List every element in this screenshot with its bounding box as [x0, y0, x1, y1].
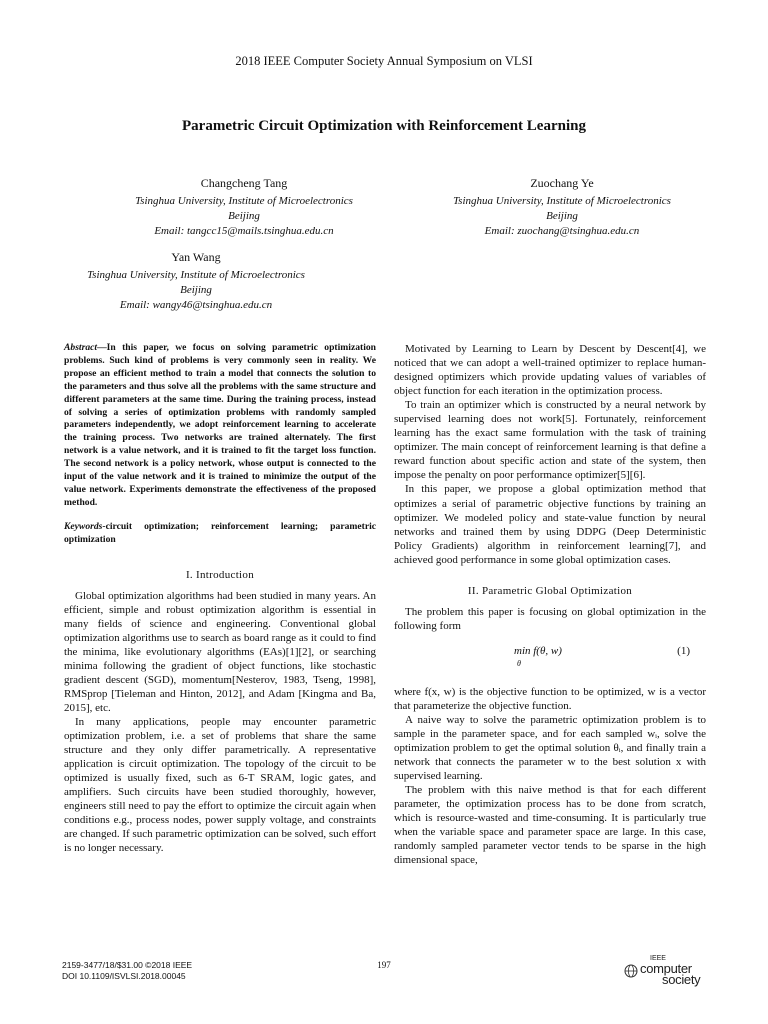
section-heading-parametric-global-optimization: II. Parametric Global Optimization — [467, 584, 633, 597]
keywords-text: -circuit optimization; reinforcement learning; parametric optimization — [64, 520, 376, 545]
author-city: Beijing — [180, 284, 212, 296]
author-email: Email: wangy46@tsinghua.edu.cn — [119, 299, 273, 311]
author-city: Beijing — [546, 210, 578, 222]
equation-subscript: θ — [517, 658, 521, 668]
keywords-label: Keywords — [64, 520, 103, 532]
ieee-computer-society-logo — [622, 955, 712, 985]
paragraph: The problem this paper is focusing on global optimization in the following form — [394, 605, 706, 632]
author-name: Changcheng Tang — [200, 176, 288, 190]
right-column — [394, 342, 706, 867]
author-city: Beijing — [228, 210, 260, 222]
author-affiliation: Tsinghua University, Institute of Microelectronics — [87, 269, 305, 281]
globe-icon — [624, 964, 638, 978]
author-block-2 — [422, 176, 702, 239]
author-block-1 — [114, 176, 374, 239]
left-column — [64, 342, 376, 855]
abstract — [64, 342, 376, 510]
paragraph: To train an optimizer which is constructed by a neural network by supervised learning does not work[5]. Fortunately, reinforcement learning has the exact same formulation with the task of training optimizer. The main concept of reinforcement learning is that define a reward function about specific action and state of the system, then impose the penalty on poor performance optimizer[5][6]. — [394, 399, 706, 482]
paragraph: where f(x, w) is the objective function to be optimized, w is a vector that parameterize the objective function. — [394, 685, 706, 712]
author-name: Yan Wang — [171, 250, 221, 264]
paragraph: The problem with this naive method is that for each different parameter, the optimization process has to be done from scratch, which is resource-wasted and time-consuming. It is particularly true when the variable space and parameter space are large. In this case, randomly sampled parameter vector tends to be sparse in the high dimensional space, — [394, 784, 706, 867]
abstract-label: Abstract — [64, 342, 98, 353]
author-email: Email: zuochang@tsinghua.edu.cn — [484, 225, 640, 237]
section-heading-introduction: I. Introduction — [185, 568, 255, 581]
paragraph: Motivated by Learning to Learn by Descent by Descent[4], we noticed that we can adopt a well-trained optimizer to replace human-designed optimizers which provide updating values of variables of object function for each iteration in the optimization process. — [394, 343, 706, 398]
paragraph: Global optimization algorithms had been studied in many years. An efficient, simple and robust optimization algorithm is essential in many fields of science and engineering. Conventional global optimization algorithms use to search as board range as it could to find the minima, like evolutionary algorithms (EAs)[1][2], or searching minima following the gradient of object functions, like stochastic gradient descent (SGD), momentum[Nesterov, 1983, Tseng, 1998], RMSprop [Tieleman and Hinton, 2012], and Adam [Kingma and Ba, 2015], etc. — [64, 589, 376, 714]
logo-ieee-text: IEEE — [650, 955, 666, 962]
paragraph: In this paper, we propose a global optimization method that optimizes a serial of parametric objective functions by training an optimizer. We modeled policy and state-value function by neural networks and trained them by using DDPG (Deep Deterministic Policy Gradients) algorithm in reinforcement learning[7], and achieved good performance in some global optimization cases. — [394, 483, 706, 566]
paragraph: In many applications, people may encounter parametric optimization problem, i.e. a set of problems that share the same structure and they only differ parametrically. A representative application is circuit optimization. The topology of the circuit to be optimized is usually fixed, such as 6-T SRAM, logic gates, and amplifiers. Such circuits have been studied thoroughly, however, engineers still need to pay the effort to optimize the circuit again when conditions e.g., process nodes, power supply voltage, and constraints are changed. If such parametric optimization can be solved, such effort is no longer necessary. — [64, 716, 376, 855]
author-affiliation: Tsinghua University, Institute of Microelectronics — [453, 195, 671, 207]
author-affiliation: Tsinghua University, Institute of Microelectronics — [135, 195, 353, 207]
equation-1 — [394, 643, 706, 675]
paper-title: Parametric Circuit Optimization with Reinforcement Learning — [182, 118, 586, 134]
page-number: 197 — [377, 960, 391, 970]
logo-computer-text: computer — [640, 961, 692, 976]
equation-expression: min f(θ, w) — [514, 644, 562, 657]
footer-doi: DOI 10.1109/ISVLSI.2018.00045 — [62, 970, 186, 981]
abstract-text: —In this paper, we focus on solving parametric optimization problems. Such kind of problems is very commonly seen in reality. We propose an efficient method to train a model that connects the solution to the parameters and thus solve all the problems with the same structure and different parameters at the same time. During the training process, instead of solving a series of optimization problems with randomly sampled parameters independently, we adopt reinforcement learning to accelerate the training process. Two networks are trained alternately. The first network is a value network, and it is trained to fit the target loss function. The second network is a policy network, whose output is connected to the input of the value network and it is trained to minimize the output of the value network. Experiments demonstrate the effectiveness of the proposed method. — [64, 342, 376, 508]
author-email: Email: tangcc15@mails.tsinghua.edu.cn — [154, 225, 334, 237]
conference-header: 2018 IEEE Computer Society Annual Symposium on VLSI — [235, 54, 533, 68]
footer-issn: 2159-3477/18/$31.00 ©2018 IEEE — [62, 960, 193, 970]
logo-society-text: society — [662, 972, 701, 987]
paragraph: A naive way to solve the parametric optimization problem is to sample in the parameter space, and for each sampled wᵢ, solve the optimization problem to get the optimal solution θᵢ, and finally train a network that connects the parameter w to the best solution x with supervised learning. — [394, 713, 706, 783]
author-name: Zuochang Ye — [530, 176, 594, 190]
keywords — [64, 521, 376, 547]
author-block-3 — [56, 250, 336, 313]
equation-number: (1) — [677, 644, 690, 657]
